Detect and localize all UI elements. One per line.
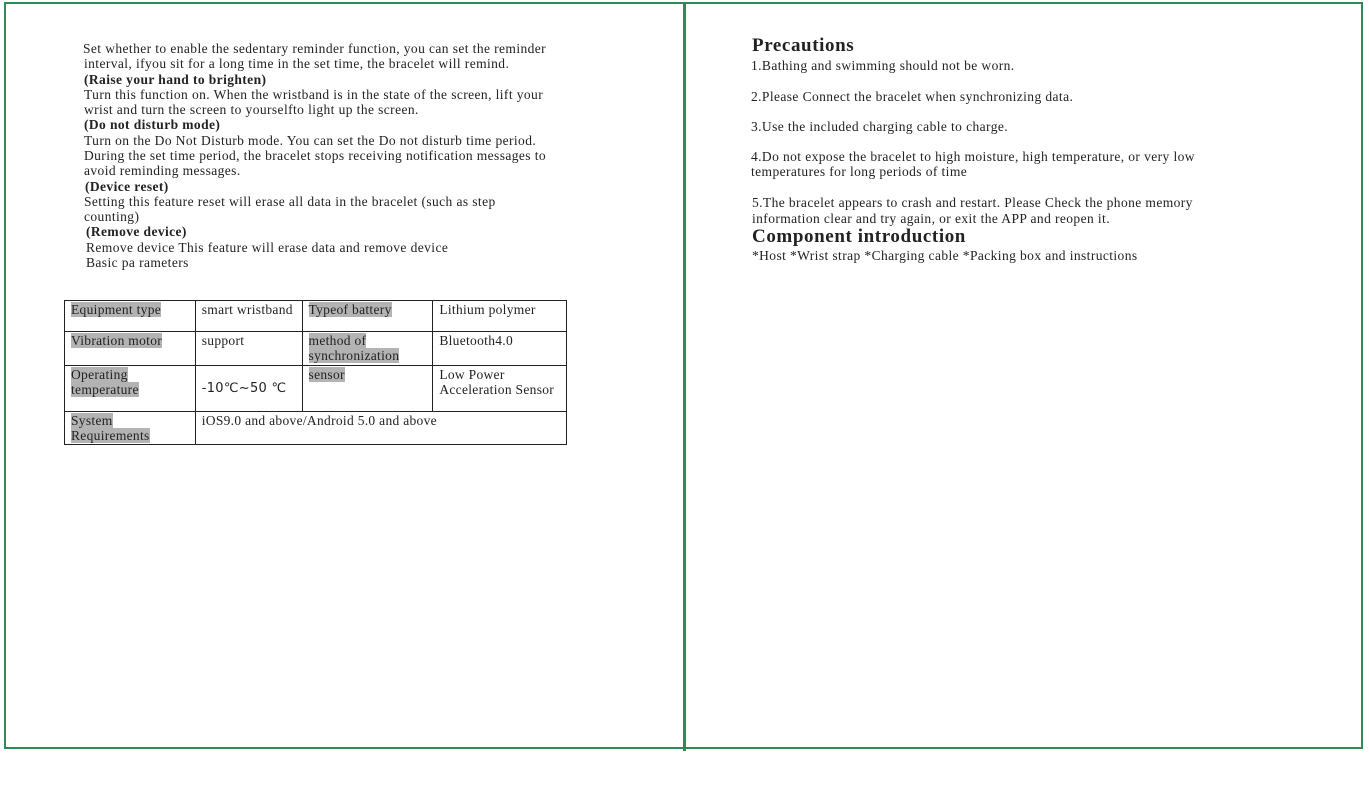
- table-cell-label: [65, 301, 196, 332]
- label-sensor: sensor: [308, 366, 345, 382]
- raise-hand-line-1: Turn this function on. When the wristband is in the state of the screen, lift your: [84, 87, 544, 102]
- remove-line-1: Remove device This feature will erase data and remove device: [86, 240, 449, 255]
- heading-device-reset: (Device reset): [85, 179, 169, 194]
- precaution-item-continued: information clear and try again, or exit the APP and reopen it.: [752, 211, 1110, 226]
- table-row: [65, 411, 567, 445]
- precaution-item: 2.Please Connect the bracelet when synchronizing data.: [751, 89, 1074, 104]
- precaution-item: 4.Do not expose the bracelet to high moisture, high temperature, or very low: [751, 149, 1195, 164]
- table-cell-label: [65, 411, 196, 445]
- table-cell-value: smart wristband: [195, 301, 302, 332]
- dnd-line-1: Turn on the Do Not Disturb mode. You can set the Do not disturb time period.: [84, 133, 537, 148]
- reset-line-1: Setting this feature reset will erase all data in the bracelet (such as step: [84, 194, 496, 209]
- label-vibration-motor: Vibration motor: [71, 333, 163, 348]
- table-cell-label: [302, 301, 433, 332]
- table-cell-value: Low Power Acceleration Sensor: [433, 365, 567, 411]
- precaution-item: 3.Use the included charging cable to charge.: [751, 119, 1009, 134]
- table-cell-value: iOS9.0 and above/Android 5.0 and above: [195, 411, 566, 445]
- label-battery-type: Typeof battery: [308, 302, 392, 317]
- remove-line-2: Basic pa rameters: [86, 255, 189, 270]
- heading-do-not-disturb: (Do not disturb mode): [84, 117, 221, 132]
- label-system-requirements: System Requirements: [71, 412, 150, 443]
- table-row: [65, 365, 567, 411]
- dnd-line-2: During the set time period, the bracelet stops receiving notification messages to: [84, 148, 547, 163]
- table-cell-value: Lithium polymer: [433, 301, 567, 332]
- label-equipment-type: Equipment type: [71, 302, 162, 317]
- table-cell-label: [65, 332, 196, 366]
- precaution-item: 5.The bracelet appears to crash and restart. Please Check the phone memory: [752, 195, 1193, 210]
- intro-line-2: interval, ifyou sit for a long time in the set time, the bracelet will remind.: [84, 56, 510, 71]
- intro-line-1: Set whether to enable the sedentary reminder function, you can set the reminder: [83, 41, 547, 56]
- basic-parameters-table: [64, 300, 567, 445]
- precaution-item-continued: temperatures for long periods of time: [751, 164, 968, 179]
- table-row: [65, 301, 567, 332]
- table-cell-value: support: [195, 332, 302, 366]
- precaution-item: 1.Bathing and swimming should not be worn.: [751, 58, 1015, 73]
- reset-line-2: counting): [84, 209, 140, 224]
- precautions-title: Precautions: [752, 35, 855, 56]
- table-cell-label: [65, 365, 196, 411]
- table-row: [65, 332, 567, 366]
- heading-remove-device: (Remove device): [86, 224, 187, 239]
- table-cell-value: Bluetooth4.0: [433, 332, 567, 366]
- page-divider: [683, 2, 686, 751]
- table-cell-value: [195, 365, 302, 411]
- component-introduction-title: Component introduction: [752, 226, 966, 247]
- temperature-range: -10℃~50 ℃: [201, 380, 287, 396]
- label-operating-temperature: Operating temperature: [71, 366, 139, 397]
- dnd-line-3: avoid reminding messages.: [84, 163, 241, 178]
- label-sync-method: method of synchronization: [308, 333, 400, 364]
- heading-raise-hand: (Raise your hand to brighten): [84, 72, 267, 87]
- component-list: *Host *Wrist strap *Charging cable *Packing box and instructions: [752, 248, 1138, 263]
- table-cell-label: [302, 332, 433, 366]
- raise-hand-line-2: wrist and turn the screen to yourselfto light up the screen.: [84, 102, 419, 117]
- table-cell-label: [302, 365, 433, 411]
